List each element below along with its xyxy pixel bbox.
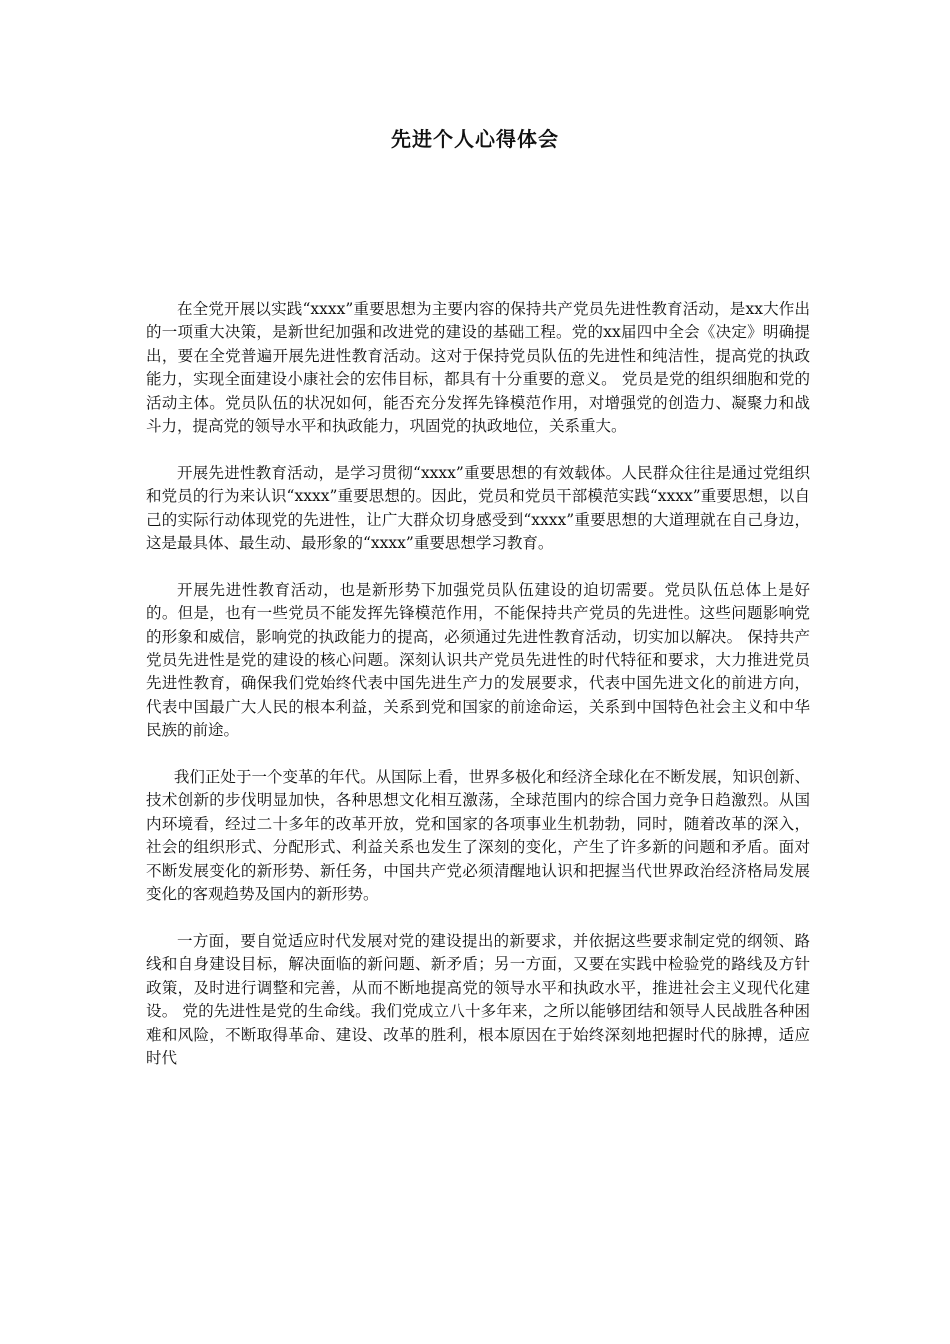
paragraph-4: 我们正处于一个变革的年代。从国际上看，世界多极化和经济全球化在不断发展，知识创新、技术创新的步伐明显加快，各种思想文化相互激荡，全球范围内的综合国力竞争日趋激烈。从国内环境看，经过二十多年的改革开放，党和国家的各项事业生机勃勃，同时，随着改革的深入，社会的组织形式、分配形式、利益关系也发生了深刻的变化，产生了许多新的问题和矛盾。面对不断发展变化的新形势、新任务，中国共产党必须清醒地认识和把握当代世界政治经济格局发展变化的客观趋势及国内的新形势。 xyxy=(146,768,810,904)
paragraph-5: 一方面，要自觉适应时代发展对党的建设提出的新要求，并依据这些要求制定党的纲领、路线和自身建设目标，解决面临的新问题、新矛盾；另一方面，又要在实践中检验党的路线及方针政策，及时进行调整和完善，从而不断地提高党的领导水平和执政水平，推进社会主义现代化建设。 党的先进性是党的生命线。我们党成立八十多年来，之所以能够团结和领导人民战胜各种困难和风险，不断取得革命、建设、改革的胜利，根本原因在于始终深刻地把握时代的脉搏，适应时代 xyxy=(146,931,810,1067)
document-title: 先进个人心得体会 xyxy=(391,127,559,151)
paragraph-3: 开展先进性教育活动，也是新形势下加强党员队伍建设的迫切需要。党员队伍总体上是好的。但是，也有一些党员不能发挥先锋模范作用，不能保持共产党员的先进性。这些问题影响党的形象和威信，影响党的执政能力的提高，必须通过先进性教育活动，切实加以解决。 保持共产党员先进性是党的建设的核心问题。深刻认识共产党员先进性的时代特征和要求，大力推进党员先进性教育，确保我们党始终代表中国先进生产力的发展要求，代表中国先进文化的前进方向，代表中国最广大人民的根本利益，关系到党和国家的前途命运，关系到中国特色社会主义和中华民族的前途。 xyxy=(146,580,810,740)
paragraph-1: 在全党开展以实践“xxxx”重要思想为主要内容的保持共产党员先进性教育活动，是xx大作出的一项重大决策，是新世纪加强和改进党的建设的基础工程。党的xx届四中全会《决定》明确提出，要在全党普遍开展先进性教育活动。这对于保持党员队伍的先进性和纯洁性，提高党的执政能力，实现全面建设小康社会的宏伟目标，都具有十分重要的意义。 党员是党的组织细胞和党的活动主体。党员队伍的状况如何，能否充分发挥先锋模范作用，对增强党的创造力、凝聚力和战斗力，提高党的领导水平和执政能力，巩固党的执政地位，关系重大。 xyxy=(146,300,810,436)
document-body xyxy=(146,298,810,1094)
paragraph-2: 开展先进性教育活动，是学习贯彻“xxxx”重要思想的有效载体。人民群众往往是通过党组织和党员的行为来认识“xxxx”重要思想的。因此，党员和党员干部模范实践“xxxx”重要思想，以自己的实际行动体现党的先进性，让广大群众切身感受到“xxxx”重要思想的大道理就在自己身边，这是最具体、最生动、最形象的“xxxx”重要思想学习教育。 xyxy=(146,463,810,553)
